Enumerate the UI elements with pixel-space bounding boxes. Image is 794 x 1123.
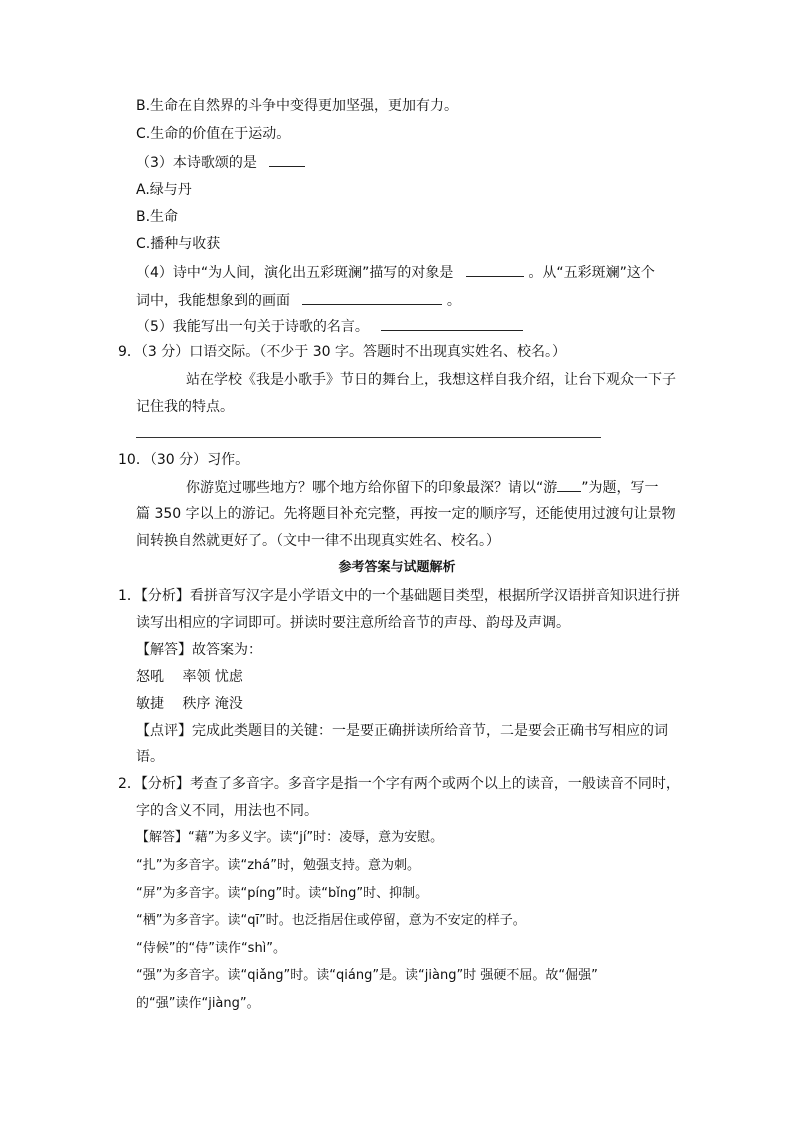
question-3-text: （3）本诗歌颂的是 <box>136 155 257 171</box>
answer-1-comment: 【点评】完成此类题目的关键：一是要正确拼读所给音节，二是要会正确书写相应的词 <box>136 723 668 739</box>
question-10-text-a: 你游览过哪些地方？哪个地方给你留下的印象最深？请以“游 <box>186 480 558 496</box>
question-4-text-d: 。 <box>446 293 461 309</box>
option-c-text: C.播种与收获 <box>136 236 221 252</box>
answer-1-analysis: 1．【分析】看拼音写汉字是小学语文中的一个基础题目类型，根据所学汉语拼音知识进行拼 <box>118 588 680 604</box>
answer-blank <box>302 290 442 305</box>
answer-1-solution: 【解答】故答案为： <box>136 642 262 658</box>
question-10-prompt <box>186 477 659 498</box>
question-10-prompt-end: 间转换自然就更好了。（文中一律不出现真实姓名、校名。） <box>136 533 500 549</box>
title-blank <box>557 477 581 492</box>
question-10-text-b: ”为题，写一 <box>581 480 659 496</box>
answer-1-analysis-cont: 读写出相应的字词即可。拼读时要注意所给音节的声母、韵母及声调。 <box>136 615 570 631</box>
answer-1-words-1: 怒吼 率领 忧虑 <box>136 669 243 685</box>
answer-line <box>136 437 601 438</box>
question-5 <box>136 316 523 337</box>
answer-2-line-qiang: “强”为多音字。读“qiǎng”时。读“qiáng”是。读“jiàng”时 强硬不屈。故“倔强” <box>136 968 598 983</box>
question-4-text-c: 词中，我能想象到的画面 <box>136 293 290 309</box>
question-10: 10．（30 分）习作。 <box>118 452 250 468</box>
answer-2-line-ping: “屏”为多音字。读“píng”时。读“bǐng”时、抑制。 <box>136 886 429 901</box>
question-4-line2 <box>136 290 461 311</box>
answer-2-line-qi: “栖”为多音字。读“qī”时。也泛指居住或停留，意为不安定的样子。 <box>136 913 526 928</box>
question-3 <box>136 152 305 173</box>
question-9-prompt-cont: 记住我的特点。 <box>136 399 234 415</box>
answers-heading: 参考答案与试题解析 <box>338 560 456 575</box>
option-c-text: C.生命的价值在于运动。 <box>136 126 291 142</box>
option-b-text: B.生命在自然界的斗争中变得更加坚强，更加有力。 <box>136 98 459 114</box>
answer-blank <box>269 152 305 167</box>
question-4-text-b: 。从“五彩斑斓”这个 <box>528 265 655 281</box>
answer-2-analysis: 2．【分析】考查了多音字。多音字是指一个字有两个或两个以上的读音，一般读音不同时， <box>118 776 680 792</box>
answer-blank <box>466 262 524 277</box>
answer-2-analysis-cont: 字的含义不同，用法也不同。 <box>136 803 318 819</box>
answer-1-words-2: 敏捷 秩序 淹没 <box>136 696 243 712</box>
option-a-text: A.绿与丹 <box>136 182 192 198</box>
answer-2-solution: 【解答】“藉”为多义字。读“jí”时：凌辱，意为安慰。 <box>136 830 444 845</box>
question-10-prompt-cont: 篇 350 字以上的游记。先将题目补充完整，再按一定的顺序写，还能使用过渡句让景物 <box>136 506 676 522</box>
question-4-text: （4）诗中“为人间，演化出五彩斑澜”描写的对象是 <box>136 265 454 281</box>
option-b-text: B.生命 <box>136 209 179 225</box>
question-9: 9．（3 分）口语交际。（不少于 30 字。答题时不出现真实姓名、校名。） <box>118 344 566 360</box>
answer-blank <box>381 316 523 331</box>
question-5-text: （5）我能写出一句关于诗歌的名言。 <box>136 319 369 335</box>
question-9-prompt: 站在学校《我是小歌手》节日的舞台上，我想这样自我介绍，让台下观众一下子 <box>186 372 676 388</box>
answer-2-line-jiang: 的“强”读作“jiàng”。 <box>136 996 260 1011</box>
answer-2-line-shi: “侍候”的“侍”读作“shì”。 <box>136 941 287 956</box>
answer-1-comment-cont: 语。 <box>136 749 164 765</box>
question-4 <box>136 262 655 283</box>
answer-2-line-zha: “扎”为多音字。读“zhá”时，勉强支持。意为刺。 <box>136 858 420 873</box>
